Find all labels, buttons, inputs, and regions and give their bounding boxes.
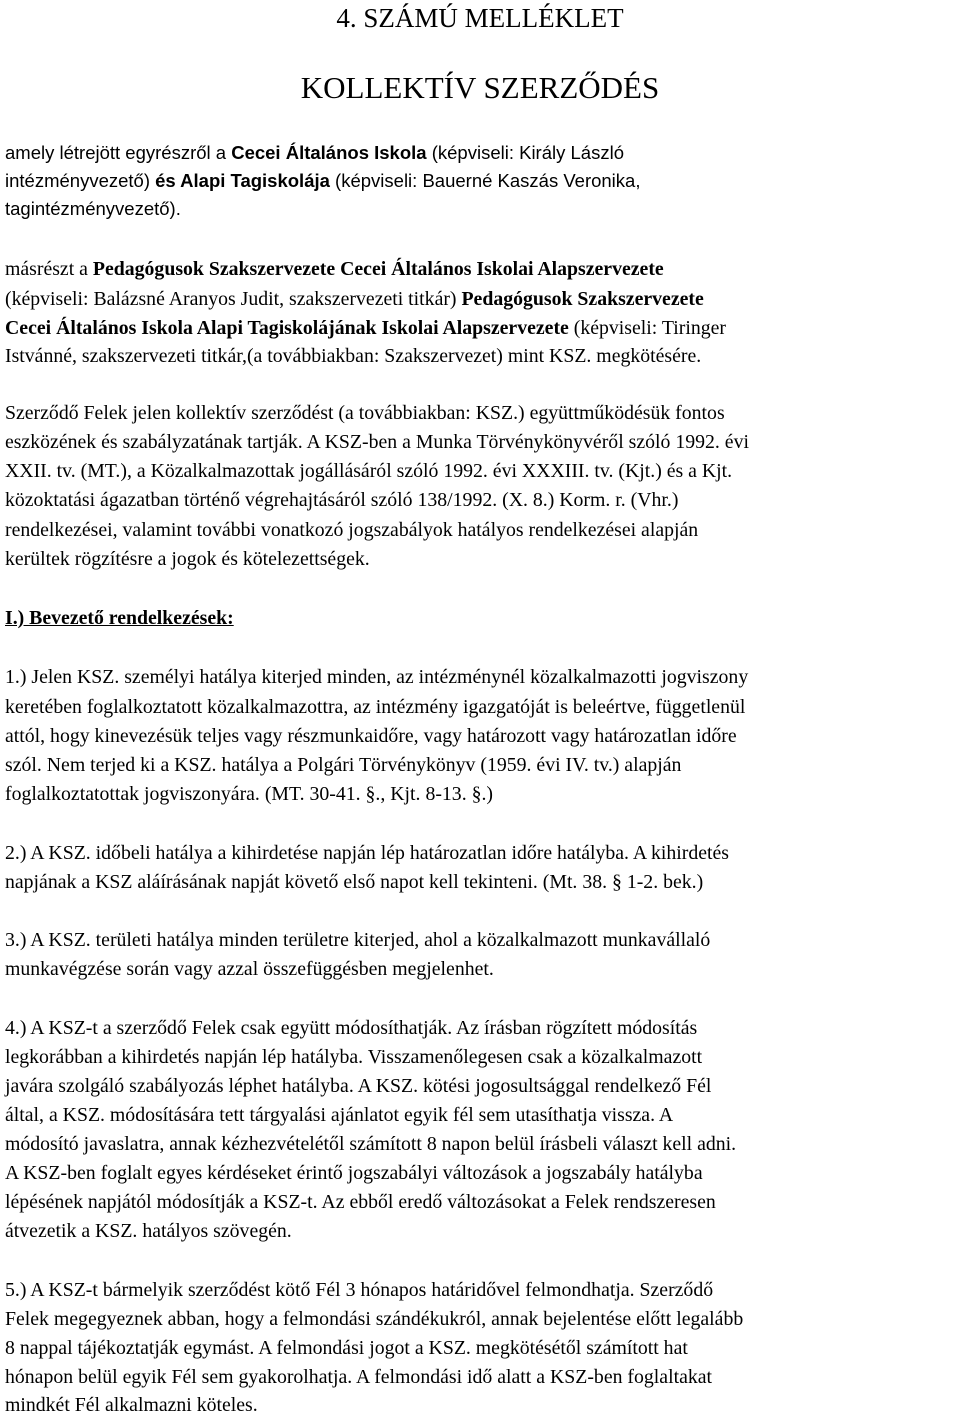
paragraph-4-line: lépésének napjától módosítják a KSZ-t. Az ebből eredő változásokat a Felek rendszeresen bbox=[5, 1191, 716, 1213]
paragraph-3-line: munkavégzése során vagy azzal összefüggésben megjelenhet. bbox=[5, 958, 494, 980]
paragraph-4-line: 4.) A KSZ-t a szerződő Felek csak együtt módosíthatják. Az írásban rögzített módosítás bbox=[5, 1017, 698, 1039]
paragraph-1-line: foglalkoztatottak jogviszonyára. (MT. 30-41. §., Kjt. 8-13. §.) bbox=[5, 783, 494, 805]
party-line-1: másrészt a Pedagógusok Szakszervezete Cecei Általános Iskolai Alapszervezete bbox=[5, 258, 664, 280]
party-line-3: Cecei Általános Iskola Alapi Tagiskolájának Iskolai Alapszervezete (képviseli: Tiringer bbox=[5, 317, 726, 339]
purpose-line: Szerződő Felek jelen kollektív szerződést (a továbbiakban: KSZ.) együttműködésük fontos bbox=[5, 402, 725, 424]
paragraph-5-line: 8 nappal tájékoztatják egymást. A felmondási jogot a KSZ. megkötésétől számított hat bbox=[5, 1337, 688, 1359]
paragraph-5-line: mindkét Fél alkalmazni köteles. bbox=[5, 1394, 258, 1416]
paragraph-2-line: 2.) A KSZ. időbeli hatálya a kihirdetése napján lép határozatlan időre hatályba. A kihirdetés bbox=[5, 842, 729, 864]
document-title: KOLLEKTÍV SZERZŐDÉS bbox=[300, 70, 660, 105]
paragraph-4-line: A KSZ-ben foglalt egyes kérdéseket érintő jogszabályi változások a jogszabály hatályba bbox=[5, 1162, 703, 1184]
paragraph-1-line: keretében foglalkoztatott közalkalmazottra, az intézmény igazgatóját is beleértve, függetlenül bbox=[5, 696, 746, 718]
annex-heading: 4. SZÁMÚ MELLÉKLET bbox=[336, 3, 624, 33]
party-line-4: Istvánné, szakszervezeti titkár,(a továbbiakban: Szakszervezet) mint KSZ. megkötésére. bbox=[5, 345, 702, 367]
paragraph-1-line: attól, hogy kinevezésük teljes vagy részmunkaidőre, vagy határozott vagy határozatlan időre bbox=[5, 725, 737, 747]
paragraph-5-line: Felek megegyeznek abban, hogy a felmondási szándékukról, annak bejelentése előtt legalább bbox=[5, 1308, 744, 1330]
intro-line-1: amely létrejött egyrészről a Cecei Általános Iskola (képviseli: Király László bbox=[5, 142, 624, 163]
section-title: I.) Bevezető rendelkezések: bbox=[5, 607, 234, 629]
paragraph-5-line: 5.) A KSZ-t bármelyik szerződést kötő Fél 3 hónapos határidővel felmondhatja. Szerződő bbox=[5, 1279, 714, 1301]
purpose-line: rendelkezései, valamint további vonatkozó jogszabályok hatályos rendelkezései alapján bbox=[5, 519, 699, 541]
party-line-2: (képviseli: Balázsné Aranyos Judit, szakszervezeti titkár) Pedagógusok Szakszervezete bbox=[5, 288, 704, 310]
intro-line-2: intézményvezető) és Alapi Tagiskolája (képviseli: Bauerné Kaszás Veronika, bbox=[5, 170, 641, 191]
paragraph-4-line: legkorábban a kihirdetés napján lép hatályba. Visszamenőlegesen csak a közalkalmazott bbox=[5, 1046, 703, 1068]
paragraph-5-line: hónapon belül egyik Fél sem gyakorolhatja. A felmondási idő alatt a KSZ-ben foglaltakat bbox=[5, 1366, 713, 1388]
paragraph-1-line: szól. Nem terjed ki a KSZ. hatálya a Polgári Törvénykönyv (1959. évi IV. tv.) alapján bbox=[5, 754, 682, 776]
paragraph-4-line: módosító javaslatra, annak kézhezvételétől számított 8 napon belül írásbeli választ kell adni. bbox=[5, 1133, 737, 1155]
paragraph-2-line: napjának a KSZ aláírásának napját követő első napot kell tekinteni. (Mt. 38. § 1-2. bek.) bbox=[5, 871, 704, 893]
paragraph-3-line: 3.) A KSZ. területi hatálya minden területre kiterjed, ahol a közalkalmazott munkavállaló bbox=[5, 929, 711, 951]
paragraph-4-line: által, a KSZ. módosítására tett tárgyalási ajánlatot egyik fél sem utasíthatja vissza. A bbox=[5, 1104, 674, 1126]
purpose-line: XXII. tv. (MT.), a Közalkalmazottak jogállásáról szóló 1992. évi XXXIII. tv. (Kjt.) és a Kjt. bbox=[5, 460, 733, 482]
purpose-line: kerültek rögzítésre a jogok és kötelezettségek. bbox=[5, 548, 370, 570]
purpose-line: közoktatási ágazatban történő végrehajtásáról szóló 138/1992. (X. 8.) Korm. r. (Vhr.) bbox=[5, 489, 679, 511]
purpose-line: eszközének és szabályzatának tartják. A KSZ-ben a Munka Törvénykönyvéről szóló 1992. évi bbox=[5, 431, 749, 453]
intro-line-3: tagintézményvezető). bbox=[5, 198, 181, 219]
paragraph-4-line: átvezetik a KSZ. hatályos szövegén. bbox=[5, 1220, 292, 1242]
paragraph-4-line: javára szolgáló szabályozás léphet hatályba. A KSZ. kötési jogosultsággal rendelkező Fél bbox=[5, 1075, 712, 1097]
paragraph-1-line: 1.) Jelen KSZ. személyi hatálya kiterjed minden, az intézménynél közalkalmazotti jogviszony bbox=[5, 666, 749, 688]
